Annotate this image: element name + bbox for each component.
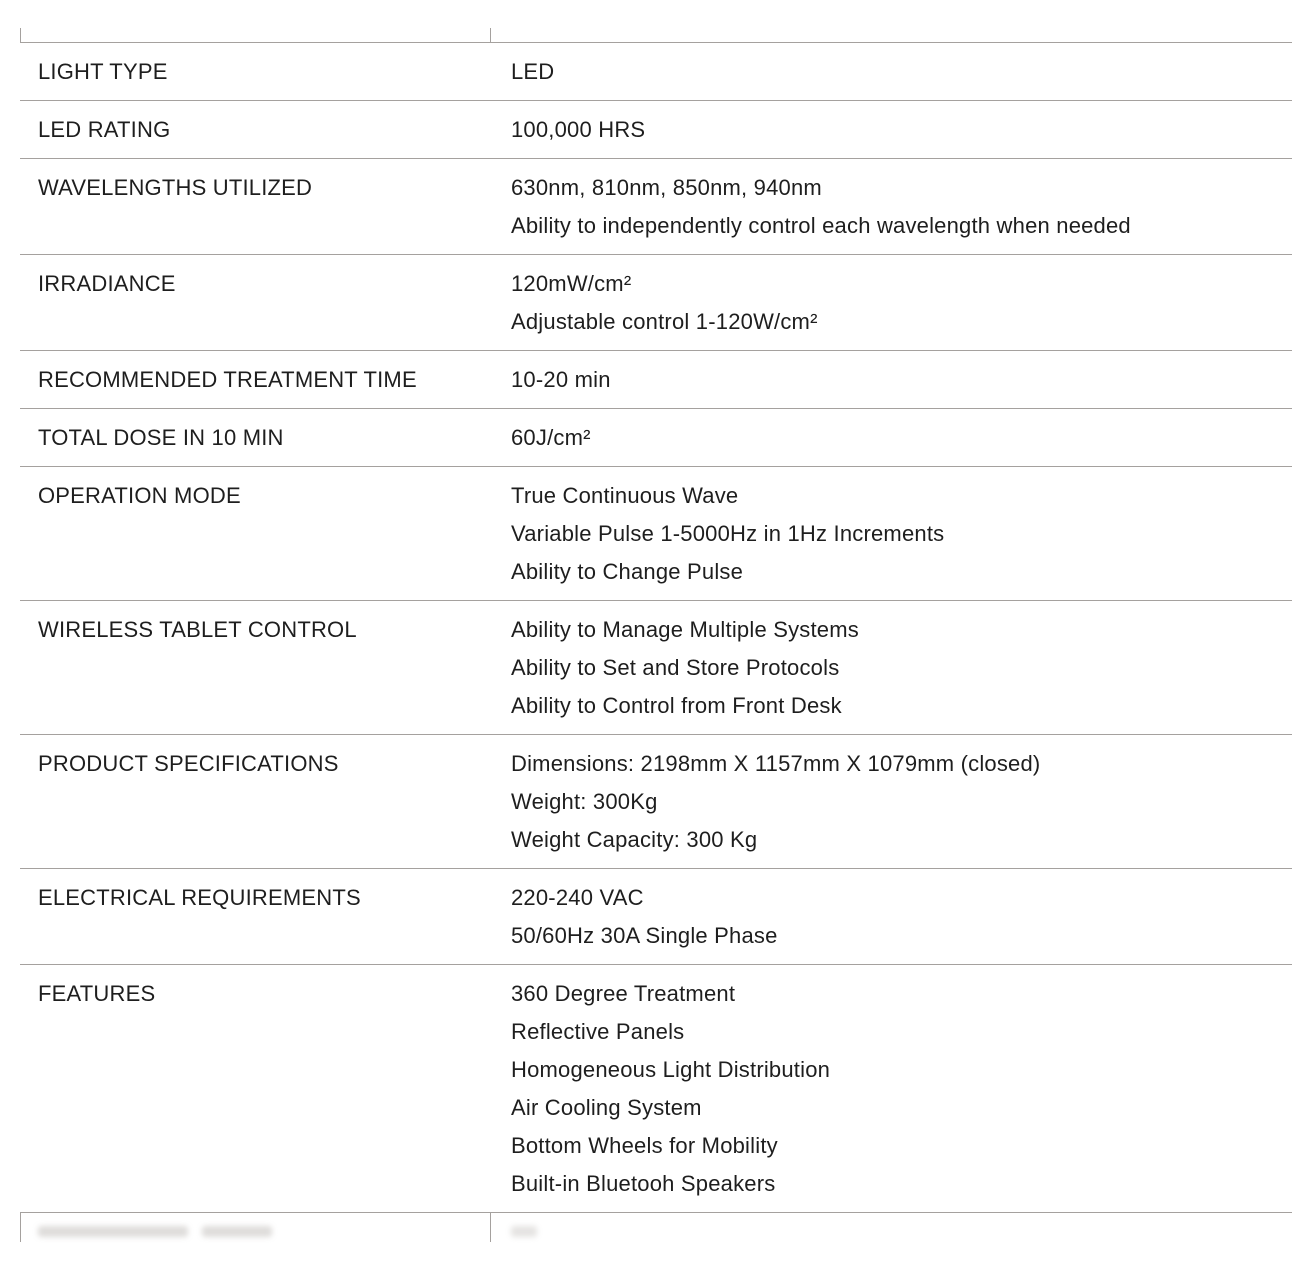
spec-table-row (20, 254, 1292, 350)
spec-value-line: Ability to independently control each wavelength when needed (511, 213, 1131, 238)
spec-value-line: Reflective Panels (511, 1019, 685, 1044)
faded-partial-label (20, 1226, 490, 1237)
spec-value-line: Ability to Control from Front Desk (511, 693, 842, 718)
spec-value-cell (490, 735, 1292, 868)
spec-table-row (20, 408, 1292, 466)
spec-value-cell (490, 351, 1292, 408)
faded-partial-value (490, 1226, 1292, 1237)
spec-table-row (20, 868, 1292, 964)
spec-value-cell (490, 255, 1292, 350)
spec-value-cell (490, 467, 1292, 600)
spec-table-row (20, 42, 1292, 100)
spec-table-row (20, 466, 1292, 600)
spec-attribute-label: LED RATING (38, 117, 171, 142)
spec-attribute-label: LIGHT TYPE (38, 59, 168, 84)
illegible-text-smudge (511, 1226, 537, 1237)
spec-value-cell (490, 965, 1292, 1212)
spec-value-line: 220-240 VAC (511, 885, 644, 910)
spec-attribute-label: IRRADIANCE (38, 271, 176, 296)
spec-attribute-label: ELECTRICAL REQUIREMENTS (38, 885, 361, 910)
spec-attribute-label: WAVELENGTHS UTILIZED (38, 175, 313, 200)
spec-attribute-label: OPERATION MODE (38, 483, 241, 508)
spec-attribute-label: PRODUCT SPECIFICATIONS (38, 751, 339, 776)
spec-value-line: Weight: 300Kg (511, 789, 658, 814)
spec-value-line: 100,000 HRS (511, 117, 646, 142)
spec-value-line: Built-in Bluetooh Speakers (511, 1171, 776, 1196)
spec-value-cell (490, 869, 1292, 964)
spec-value-line: 120mW/cm² (511, 271, 632, 296)
spec-value-cell (490, 409, 1292, 466)
spec-attribute-label: WIRELESS TABLET CONTROL (38, 617, 357, 642)
spec-value-line: Adjustable control 1-120W/cm² (511, 309, 818, 334)
spec-table-row (20, 964, 1292, 1212)
illegible-text-smudge (202, 1226, 272, 1237)
spec-value-line: True Continuous Wave (511, 483, 739, 508)
spec-value-cell (490, 159, 1292, 254)
spec-value-cell (490, 601, 1292, 734)
spec-value-line: Weight Capacity: 300 Kg (511, 827, 758, 852)
spec-value-line: 360 Degree Treatment (511, 981, 736, 1006)
spec-value-line: Ability to Manage Multiple Systems (511, 617, 859, 642)
spec-value-cell (490, 43, 1292, 100)
spec-attribute-label: RECOMMENDED TREATMENT TIME (38, 367, 417, 392)
spec-table-row (20, 600, 1292, 734)
spec-value-line: LED (511, 59, 555, 84)
spec-table-row (20, 100, 1292, 158)
spec-table-row (20, 158, 1292, 254)
spec-value-line: Homogeneous Light Distribution (511, 1057, 831, 1082)
spec-value-line: Dimensions: 2198mm X 1157mm X 1079mm (closed) (511, 751, 1041, 776)
spec-value-line: Ability to Change Pulse (511, 559, 744, 584)
spec-attribute-label: FEATURES (38, 981, 156, 1006)
spec-table-row (20, 734, 1292, 868)
spec-table-row (20, 350, 1292, 408)
spec-value-line: Bottom Wheels for Mobility (511, 1133, 778, 1158)
spec-value-line: Ability to Set and Store Protocols (511, 655, 840, 680)
faded-partial-row (20, 1212, 1292, 1250)
spec-attribute-label: TOTAL DOSE IN 10 MIN (38, 425, 284, 450)
spec-value-line: Variable Pulse 1-5000Hz in 1Hz Increments (511, 521, 945, 546)
spec-value-line: 50/60Hz 30A Single Phase (511, 923, 778, 948)
spec-value-line: 60J/cm² (511, 425, 591, 450)
specification-table (20, 42, 1292, 1250)
spec-value-line: 10-20 min (511, 367, 611, 392)
spec-value-cell (490, 101, 1292, 158)
spec-value-line: Air Cooling System (511, 1095, 702, 1120)
spec-value-line: 630nm, 810nm, 850nm, 940nm (511, 175, 822, 200)
illegible-text-smudge (38, 1226, 188, 1237)
